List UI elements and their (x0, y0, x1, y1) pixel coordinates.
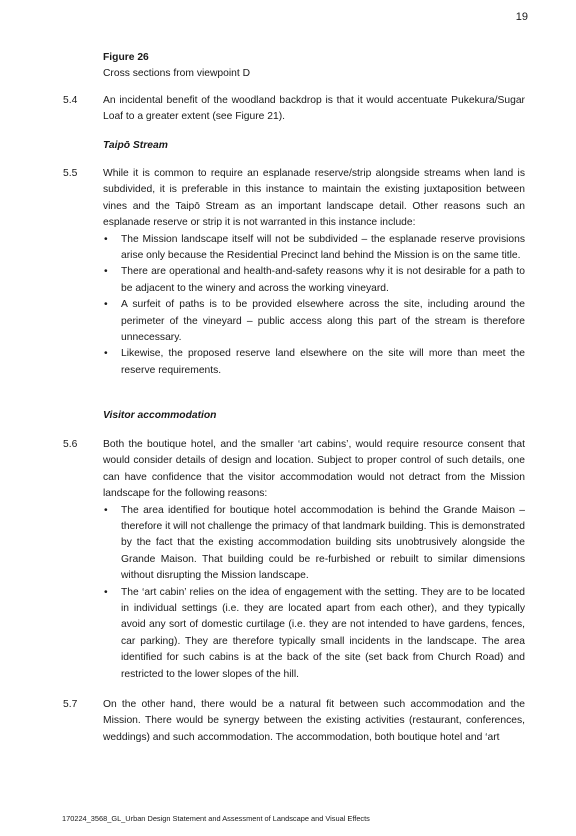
list-item: • A surfeit of paths is to be provided elsewhere across the site, including around the perimeter of the vineyard – public access along this part of the stream is therefore unnecessary. (121, 297, 525, 346)
paragraph-5-5 (63, 166, 525, 379)
paragraph-number: 5.6 (63, 439, 78, 450)
list-item: • The area identified for boutique hotel accommodation is behind the Grande Maison – therefore it will not challenge the primacy of that landmark building. This is demonstrated by the fact that the existing accommodation building sits unobtrusively alongside the Grande Maison. That building could be re-furbished or rebuilt to similar dimensions without disrupting the Mission landscape. (121, 503, 525, 585)
section-heading-visitor-accommodation: Visitor accommodation (103, 410, 217, 421)
paragraph-text: Both the boutique hotel, and the smaller ‘art cabins’, would require resource consent that would consider details of design and location. Subject to proper control of such details, one can have confidence that the visitor accommodation would not detract from the Mission landscape for the following reasons: (103, 439, 525, 500)
paragraph-text: On the other hand, there would be a natural fit between such accommodation and the Mission. There would be synergy between the existing activities (restaurant, conferences, weddings) and such accommodation. The accommodation, both boutique hotel and ‘art (103, 699, 525, 743)
bullet-list (103, 232, 525, 380)
figure-caption: Cross sections from viewpoint D (103, 68, 251, 79)
section-heading-taipo-stream: Taipō Stream (103, 140, 168, 151)
paragraph-text: An incidental benefit of the woodland backdrop is that it would accentuate Pukekura/Sugar Loaf to a greater extent (see Figure 21). (103, 95, 525, 123)
list-item: • There are operational and health-and-safety reasons why it is not desirable for a path to be adjacent to the winery and across the working vineyard. (121, 264, 525, 297)
paragraph-number: 5.7 (63, 699, 78, 710)
paragraph-number: 5.5 (63, 168, 78, 179)
figure-title: Figure 26 (103, 52, 149, 63)
paragraph-5-7 (63, 697, 525, 746)
document-footer: 170224_3568_GL_Urban Design Statement and Assessment of Landscape and Visual Effects (62, 814, 370, 823)
list-item: • Likewise, the proposed reserve land elsewhere on the site will more than meet the reserve requirements. (121, 346, 525, 379)
paragraph-5-4 (63, 93, 525, 126)
list-item: • The Mission landscape itself will not be subdivided – the esplanade reserve provisions arise only because the Residential Precinct land behind the Mission is on the same title. (121, 232, 525, 265)
paragraph-5-6 (63, 437, 525, 683)
bullet-list (103, 503, 525, 683)
paragraph-number: 5.4 (63, 95, 78, 106)
list-item: • The ‘art cabin’ relies on the idea of engagement with the setting. They are to be located in individual settings (i.e. they are located apart from each other), and they typically avoid any sort of domestic curtilage (i.e. they are not intended to have gardens, fences, car parking). They are therefore typically small incidents in the landscape. The area identified for such cabins is at the back of the site (set back from Church Road) and restricted to the lower slopes of the hill. (121, 585, 525, 683)
page-number: 19 (515, 11, 528, 23)
paragraph-text: While it is common to require an esplanade reserve/strip alongside streams when land is subdivided, it is preferable in this instance to maintain the existing juxtaposition between vines and the Taipō Stream as an important landscape detail. Other reasons such an esplanade reserve or strip it is not warranted in this instance include: (103, 168, 525, 229)
